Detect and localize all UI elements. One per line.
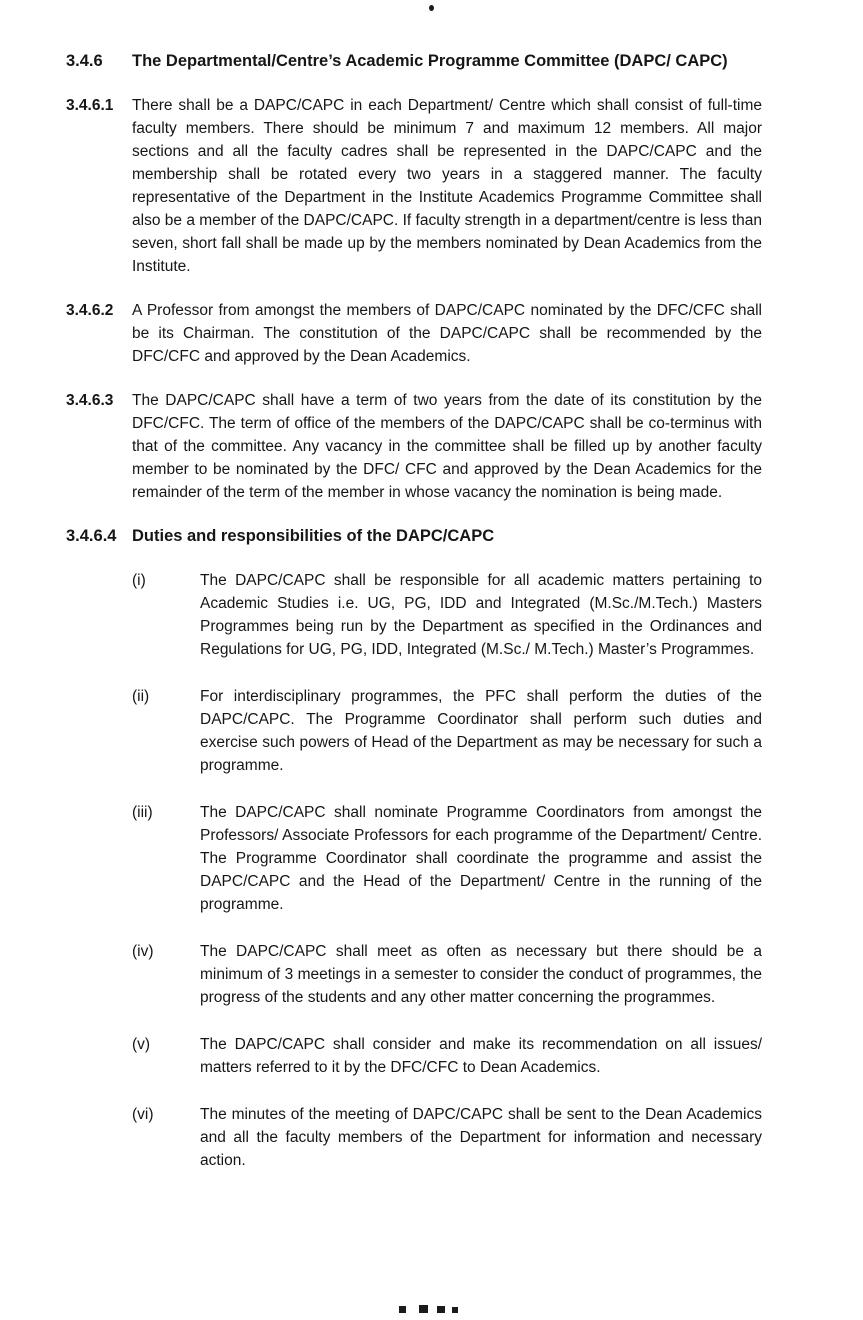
list-item-marker: (ii)	[132, 688, 150, 705]
clause-number: 3.4.6.3	[66, 392, 114, 409]
list-item-text: For interdisciplinary programmes, the PFC shall perform the duties of the DAPC/CAPC. The Programme Coordinator shall perform such duties and exercise such powers of Head of the Department as may be necessary for such a programme.	[200, 688, 762, 774]
list-item	[132, 685, 762, 777]
clause-text: The DAPC/CAPC shall have a term of two years from the date of its constitution by the DFC/CFC. The term of office of the members of the DAPC/CAPC shall be co-terminus with that of the committee. Any vacancy in the committee shall be filled up by another faculty member to be nominated by the DFC/ CFC and approved by the Dean Academics for the remainder of the term of the member in whose vacancy the nomination is being made.	[132, 392, 762, 501]
list-item-text: The DAPC/CAPC shall be responsible for all academic matters pertaining to Academic Studies i.e. UG, PG, IDD and Integrated (M.Sc./M.Tech.) Masters Programmes being run by the Department as specified in the Ordinances and Regulations for UG, PG, IDD, Integrated (M.Sc./ M.Tech.) Master’s Programmes.	[200, 572, 762, 658]
section-heading-number: 3.4.6	[66, 52, 103, 70]
clause-3-4-6-2	[66, 299, 762, 368]
clause-text: A Professor from amongst the members of DAPC/CAPC nominated by the DFC/CFC shall be its Chairman. The constitution of the DAPC/CAPC shall be recommended by the DFC/CFC and approved by the Dean Academics.	[132, 302, 762, 365]
list-item	[132, 569, 762, 661]
cropped-footer-fragment	[399, 1306, 406, 1313]
cropped-footer-fragment	[419, 1305, 428, 1313]
list-item-marker: (i)	[132, 572, 146, 589]
section-subheading	[66, 525, 762, 548]
subheading-number: 3.4.6.4	[66, 527, 117, 545]
document-page	[66, 50, 762, 1196]
clause-3-4-6-3	[66, 389, 762, 504]
clause-text: There shall be a DAPC/CAPC in each Department/ Centre which shall consist of full-time faculty members. There should be minimum 7 and maximum 12 members. All major sections and all the faculty cadres shall be represented in the DAPC/CAPC and the membership shall be rotated every two years in a staggered manner. The faculty representative of the Department in the Institute Academics Programme Committee shall also be a member of the DAPC/CAPC. If faculty strength in a department/centre is less than seven, short fall shall be made up by the members nominated by Dean Academics from the Institute.	[132, 97, 762, 275]
list-item-marker: (iii)	[132, 804, 153, 821]
list-item	[132, 1103, 762, 1172]
cropped-footer-fragment	[437, 1306, 445, 1313]
list-item-text: The DAPC/CAPC shall meet as often as necessary but there should be a minimum of 3 meetings in a semester to consider the conduct of programmes, the progress of the students and any other matter concerning the programmes.	[200, 943, 762, 1006]
section-heading	[66, 50, 762, 73]
list-item-text: The DAPC/CAPC shall nominate Programme Coordinators from amongst the Professors/ Associate Professors for each programme of the Department/ Centre. The Programme Coordinator shall coordinate the programme and assist the DAPC/CAPC and the Head of the Department/ Centre in the running of the programme.	[200, 804, 762, 913]
clause-3-4-6-1	[66, 94, 762, 278]
list-item	[132, 940, 762, 1009]
list-item-marker: (vi)	[132, 1106, 154, 1123]
subheading-text: Duties and responsibilities of the DAPC/CAPC	[132, 527, 495, 545]
cropped-footer-fragment	[452, 1307, 458, 1313]
list-item	[132, 801, 762, 916]
list-item-text: The minutes of the meeting of DAPC/CAPC shall be sent to the Dean Academics and all the faculty members of the Department for information and necessary action.	[200, 1106, 762, 1169]
list-item	[132, 1033, 762, 1079]
cropped-header-fragment	[429, 5, 434, 11]
clause-number: 3.4.6.2	[66, 302, 114, 319]
duties-list	[132, 569, 762, 1172]
section-heading-text: The Departmental/Centre’s Academic Programme Committee (DAPC/ CAPC)	[132, 52, 728, 70]
clause-number: 3.4.6.1	[66, 97, 114, 114]
list-item-marker: (v)	[132, 1036, 151, 1053]
list-item-marker: (iv)	[132, 943, 154, 960]
list-item-text: The DAPC/CAPC shall consider and make its recommendation on all issues/ matters referred to it by the DFC/CFC to Dean Academics.	[200, 1036, 762, 1076]
